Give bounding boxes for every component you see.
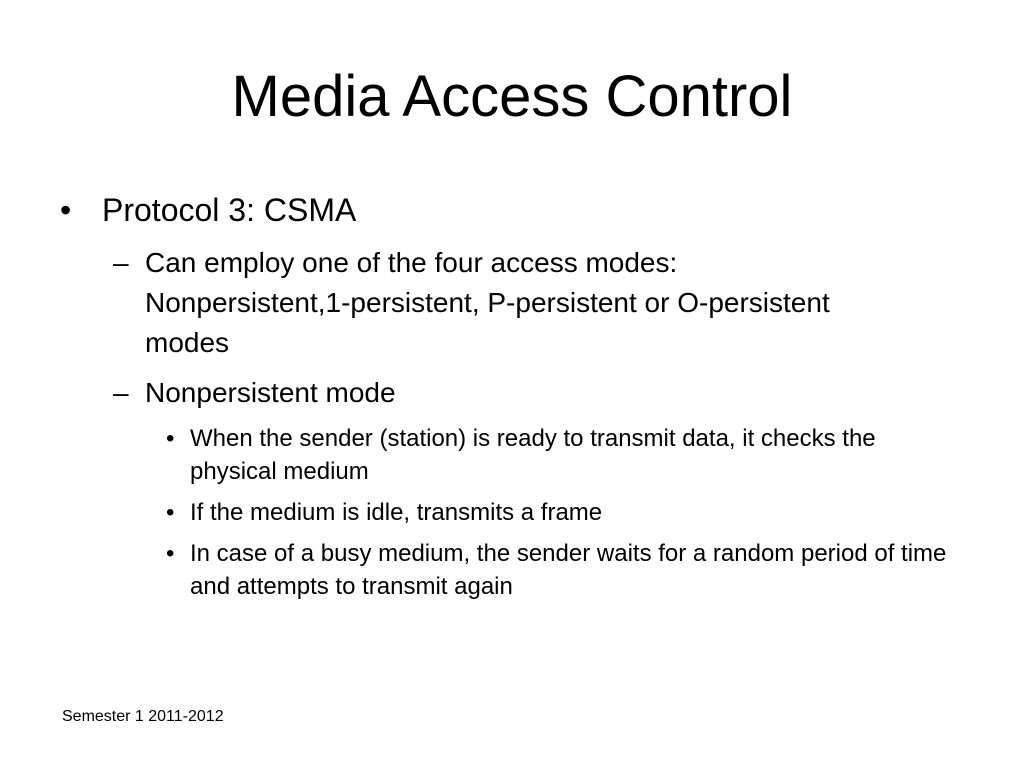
bullet-dot-icon: • (166, 425, 175, 452)
bullet-level2-access-modes (113, 243, 883, 363)
bullet-level3-text: If the medium is idle, transmits a frame (190, 499, 603, 526)
bullet-level1 (60, 190, 960, 230)
bullet-level3-sender-ready (166, 422, 966, 488)
bullet-level2-nonpersistent (113, 373, 883, 413)
slide-title: Media Access Control (231, 64, 793, 129)
bullet-level1-text: Protocol 3: CSMA (102, 192, 357, 228)
bullet-level2-text: Can employ one of the four access modes: Nonpersistent,1-persistent, P-persistent or O-persistent modes (145, 247, 830, 358)
dash-icon: – (113, 247, 129, 278)
slide-footer: Semester 1 2011-2012 (62, 708, 224, 725)
dash-icon: – (113, 377, 129, 408)
bullet-level3-text: When the sender (station) is ready to transmit data, it checks the physical medium (190, 425, 876, 485)
bullet-level2-text: Nonpersistent mode (145, 377, 396, 408)
bullet-dot-icon: • (166, 499, 175, 526)
bullet-level3-text: In case of a busy medium, the sender waits for a random period of time and attempts to transmit again (190, 540, 947, 600)
bullet-level3-busy-medium (166, 537, 966, 603)
bullet-dot-icon: • (60, 192, 72, 228)
bullet-dot-icon: • (166, 540, 175, 567)
bullet-level3-medium-idle (166, 496, 966, 529)
